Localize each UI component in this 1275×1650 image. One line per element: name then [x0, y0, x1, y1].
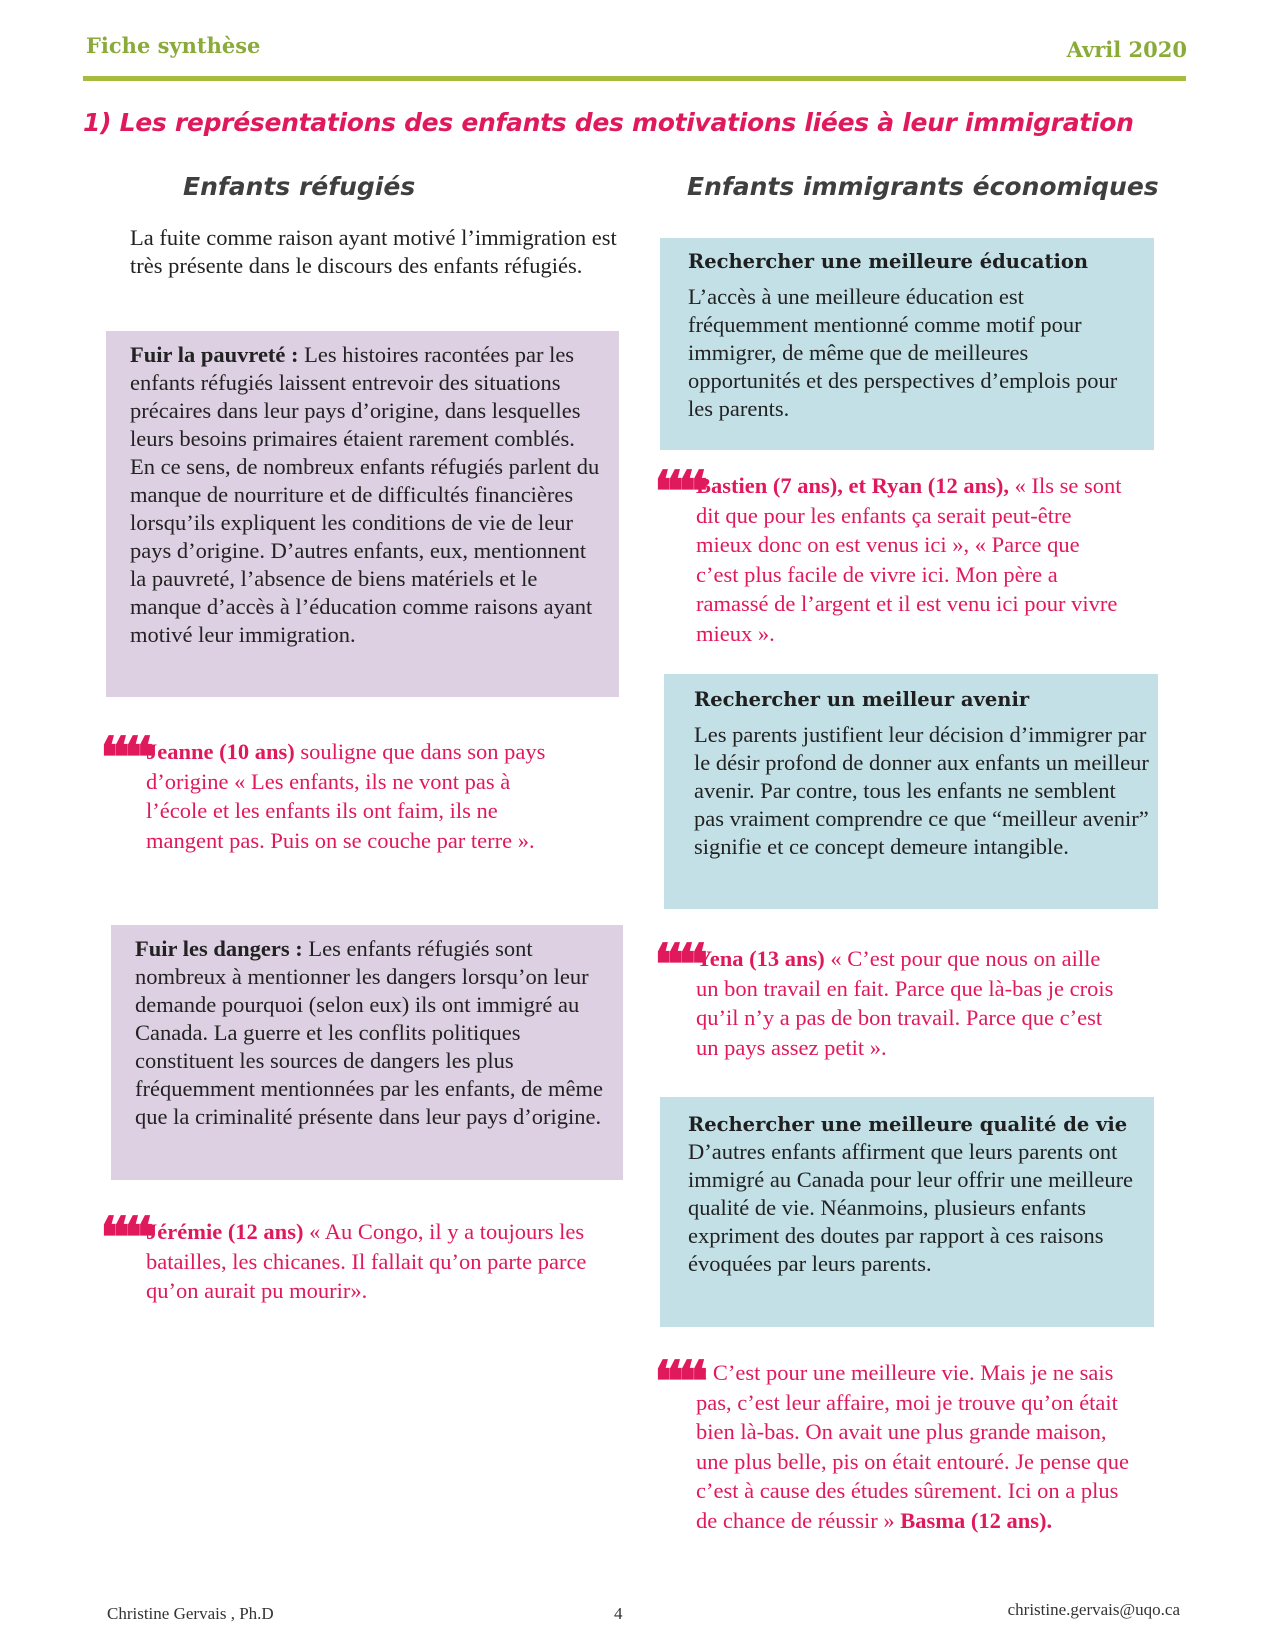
- box-meilleure-qualite-vie: [660, 1097, 1154, 1327]
- quote-mark-icon: ❝❝: [100, 1205, 149, 1271]
- box-fuir-dangers-head: Fuir les dangers :: [135, 936, 303, 961]
- quote-jeanne: [146, 737, 576, 855]
- section-title: 1) Les représentations des enfants des motivations liées à leur immigration: [83, 108, 1134, 137]
- quote-bastien-ryan: [696, 471, 1126, 648]
- quote-yena: [696, 944, 1116, 1062]
- quote-jeremie-text: « Au Congo, il y a toujours les batailles, les chicanes. Il fallait qu’on parte parce qu’on aurait pu mourir».: [146, 1219, 587, 1303]
- quote-yena-text: « C’est pour que nous on aille un bon travail en fait. Parce que là-bas je crois qu’il n’y a pas de bon travail. Parce que c’est un pays assez petit ».: [696, 946, 1114, 1060]
- left-column-title: Enfants réfugiés: [183, 172, 416, 201]
- right-column-title: Enfants immigrants économiques: [687, 172, 1159, 201]
- quote-jeremie-speaker: Jérémie (12 ans): [146, 1219, 304, 1244]
- quote-yena-speaker: Yena (13 ans): [696, 946, 825, 971]
- footer-email-link[interactable]: christine.gervais@uqo.ca: [1007, 1600, 1180, 1619]
- quote-mark-icon: ❝❝: [654, 932, 703, 998]
- quote-basma: [696, 1358, 1136, 1535]
- box-meilleur-avenir-body: Les parents justifient leur décision d’immigrer par le désir profond de donner aux enfants un meilleur avenir. Par contre, tous les enfants ne semblent pas vraiment comprendre ce que “meilleur avenir” signifie et ce concept demeure intangible.: [694, 722, 1149, 859]
- quote-mark-icon: ❝❝: [654, 459, 703, 525]
- header-date: Avril 2020: [1066, 37, 1187, 62]
- quote-basma-speaker: Basma (12 ans).: [900, 1507, 1053, 1533]
- box-fuir-pauvrete: [106, 331, 619, 697]
- quote-bastien-ryan-text: « Ils se sont dit que pour les enfants ça serait peut-être mieux donc on est venus ici », « Parce que c’est plus facile de vivre ici. Mon père a ramassé de l’argent et il est venu ici pour vivre mieux ».: [696, 473, 1122, 646]
- left-intro-text: La fuite comme raison ayant motivé l’immigration est très présente dans le discours des enfants réfugiés.: [130, 225, 617, 278]
- box-meilleure-qualite-vie-head: Rechercher une meilleure qualité de vie: [688, 1113, 1128, 1136]
- footer-page-number: 4: [614, 1604, 623, 1623]
- quote-jeanne-text: souligne que dans son pays d’origine « Les enfants, ils ne vont pas à l’école et les enfants ils ont faim, ils ne mangent pas. Puis on se couche par terre ».: [146, 739, 546, 853]
- quote-basma-text: « C’est pour une meilleure vie. Mais je ne sais pas, c’est leur affaire, moi je trouve qu’on était bien là-bas. On avait une plus grande maison, une plus belle, pis on était entouré. Je pense que c’est à cause des études sûrement. Ici on a plus de chance de réussir »: [696, 1360, 1130, 1533]
- box-fuir-pauvrete-head: Fuir la pauvreté :: [130, 342, 299, 367]
- box-meilleur-avenir: [664, 674, 1158, 909]
- quote-mark-icon: ❝❝: [100, 725, 149, 791]
- box-meilleur-avenir-head: Rechercher un meilleur avenir: [694, 688, 1030, 711]
- footer-author: Christine Gervais , Ph.D: [107, 1604, 274, 1623]
- box-fuir-pauvrete-body: Les histoires racontées par les enfants réfugiés laissent entrevoir des situations précaires dans leur pays d’origine, dans lesquelles leurs besoins primaires étaient rarement comblés. En ce sens, de nombreux enfants réfugiés parlent du manque de nourriture et de difficultés financières lorsqu’ils expliquent les conditions de vie de leur pays d’origine. D’autres enfants, eux, mentionnent la pauvreté, l’absence de biens matériels et le manque d’accès à l’éducation comme raisons ayant motivé leur immigration.: [130, 342, 600, 647]
- box-meilleure-education-body: L’accès à une meilleure éducation est fréquemment mentionné comme motif pour immigrer, de même que de meilleures opportunités et des perspectives d’emplois pour les parents.: [688, 284, 1118, 421]
- header-left-title: Fiche synthèse: [86, 33, 261, 58]
- header-divider: [83, 76, 1186, 81]
- box-fuir-dangers: [111, 925, 623, 1180]
- quote-jeremie: [146, 1217, 596, 1306]
- box-fuir-dangers-body: Les enfants réfugiés sont nombreux à mentionner les dangers lorsqu’on leur demande pourquoi (selon eux) ils ont immigré au Canada. La guerre et les conflits politiques constituent les sources de dangers les plus fréquemment mentionnées par les enfants, de même que la criminalité présente dans leur pays d’origine.: [135, 936, 603, 1129]
- quote-bastien-ryan-speaker: Bastien (7 ans), et Ryan (12 ans),: [696, 473, 1009, 498]
- quote-jeanne-speaker: Jeanne (10 ans): [146, 739, 295, 764]
- quote-mark-icon: ❝❝: [654, 1349, 703, 1415]
- box-meilleure-education-head: Rechercher une meilleure éducation: [688, 250, 1089, 273]
- box-meilleure-education: [660, 238, 1154, 450]
- box-meilleure-qualite-vie-body: D’autres enfants affirment que leurs parents ont immigré au Canada pour leur offrir une meilleure qualité de vie. Néanmoins, plusieurs enfants expriment des doutes par rapport à ces raisons évoquées par leurs parents.: [688, 1139, 1134, 1276]
